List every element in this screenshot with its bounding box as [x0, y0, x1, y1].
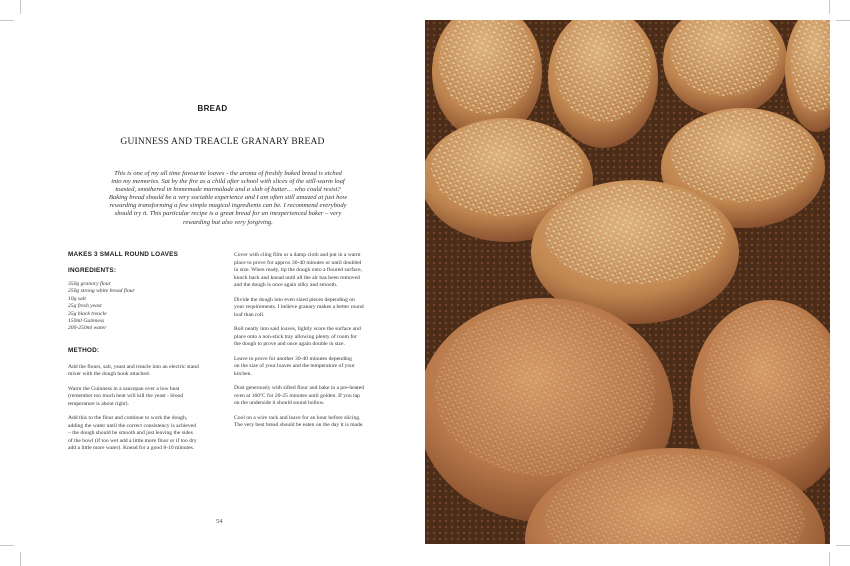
intro-line: Baking bread should be a very sociable experience and I am often still amazed at just how [108, 194, 348, 202]
intro-paragraph [92, 170, 364, 227]
bread-loaves-photo [425, 20, 830, 544]
method-line: adding the water until the correct consistency is achieved [68, 422, 196, 429]
method-line: – the dough should be smooth and just leaving the sides [68, 430, 193, 437]
method-step [234, 385, 380, 408]
method-line: place to prove for approx 30-40 minutes or until doubled [234, 259, 362, 266]
method-line: Warm the Guinness in a saucepan over a low heat [68, 385, 180, 392]
method-line: in size. When ready, tip the dough onto a floured surface, [234, 267, 362, 273]
method-line: on the size of your loaves and the temperature of your [234, 363, 355, 369]
method-line: Cover with cling film or a damp cloth and put in a warm [234, 252, 361, 258]
intro-line: into my memories. Sat by the fire as a child after school with slices of the still-warm loaf [111, 178, 345, 186]
ingredients-list [68, 281, 220, 333]
ingredient-item: 10g salt [68, 295, 86, 302]
ingredient-item: 25g fresh yeast [68, 303, 102, 310]
method-line: kitchen. [234, 370, 252, 377]
recipe-title: GUINNESS AND TREACLE GRANARY BREAD [120, 137, 325, 147]
right-column [234, 252, 380, 437]
method-step [234, 326, 380, 349]
method-line: Roll neatly into said loaves, lightly score the surface and [234, 326, 361, 332]
ingredient-item: 250g strong white bread flour [68, 288, 135, 295]
method-line: knock back and knead until all the air has been removed [234, 274, 360, 281]
method-heading: METHOD: [68, 346, 100, 354]
method-line: Cool on a wire rack and leave for an hour before slicing. [234, 414, 361, 421]
intro-line: rewarding transforming a few simple magical ingredients can be. I recommend everybody [109, 202, 347, 210]
method-line: Leave to prove for another 30-40 minutes depending [234, 355, 352, 362]
method-step [234, 252, 380, 290]
method-step [68, 415, 220, 453]
crop-mark [836, 545, 850, 546]
intro-line: toasted, smothered in homemade marmalade and a slab of butter… who could resist? [115, 186, 341, 194]
ingredient-item: 150ml Guinness [68, 318, 105, 325]
intro-line: should try it. This particular recipe is a great bread for an inexperienced baker – very [114, 210, 342, 218]
method-line: Dust generously with sifted flour and bake in a pre-heated [234, 385, 365, 391]
crop-mark [829, 552, 830, 566]
method-line: loaf than roll. [234, 311, 265, 318]
method-step [234, 297, 380, 320]
ingredients-heading: INGREDIENTS: [68, 267, 117, 274]
photo-illustration [425, 20, 830, 544]
method-step [234, 356, 380, 379]
method-step [234, 415, 380, 430]
yield-heading: MAKES 3 SMALL ROUND LOAVES [68, 251, 179, 258]
method-line: mixer with the dough hook attached. [68, 371, 151, 378]
left-column [68, 251, 220, 460]
method-line: the dough to prove and once again double in size. [234, 341, 345, 347]
method-line: Add the flours, salt, yeast and treacle into an electric stand [68, 363, 199, 370]
crop-mark [829, 0, 830, 14]
method-step [68, 386, 220, 409]
page-number: 54 [216, 518, 223, 525]
intro-line: rewarding but also very forgiving. [183, 218, 273, 226]
ingredient-item: 350g granary flour [68, 281, 111, 287]
method-line: of the bowl (if too wet add a little more flour or if too dry [68, 437, 197, 444]
method-line: (remember too much heat will kill the yeast - blood [68, 393, 184, 400]
method-line: on the underside it should sound hollow. [234, 400, 325, 406]
method-line: Divide the dough into even sized pieces depending on [234, 296, 355, 303]
method-line: add a little more water). Knead for a good 8-10 minutes. [68, 445, 195, 452]
method-line: and the dough is once again silky and smooth. [234, 282, 338, 288]
method-line: your requirements. I believe granary makes a better round [234, 304, 364, 310]
intro-line: This is one of my all time favourite loaves - the aroma of freshly baked bread is etched [114, 170, 342, 177]
method-line: temperature is about right). [68, 400, 129, 407]
method-step [68, 364, 220, 379]
crop-mark [836, 20, 850, 21]
method-line: Add this to the flour and continue to work the dough, [68, 415, 188, 422]
method-line: oven at 160ºC for 20-25 minutes until golden. If you tap [234, 392, 360, 399]
ingredient-item: 35g black treacle [68, 310, 107, 317]
method-line: place onto a non-stick tray allowing plenty of room for [234, 333, 357, 340]
section-label: BREAD [197, 104, 228, 113]
ingredient-item: 200-250ml water [68, 325, 107, 332]
method-line: The very best bread should be eaten on the day it is made. [234, 422, 364, 428]
